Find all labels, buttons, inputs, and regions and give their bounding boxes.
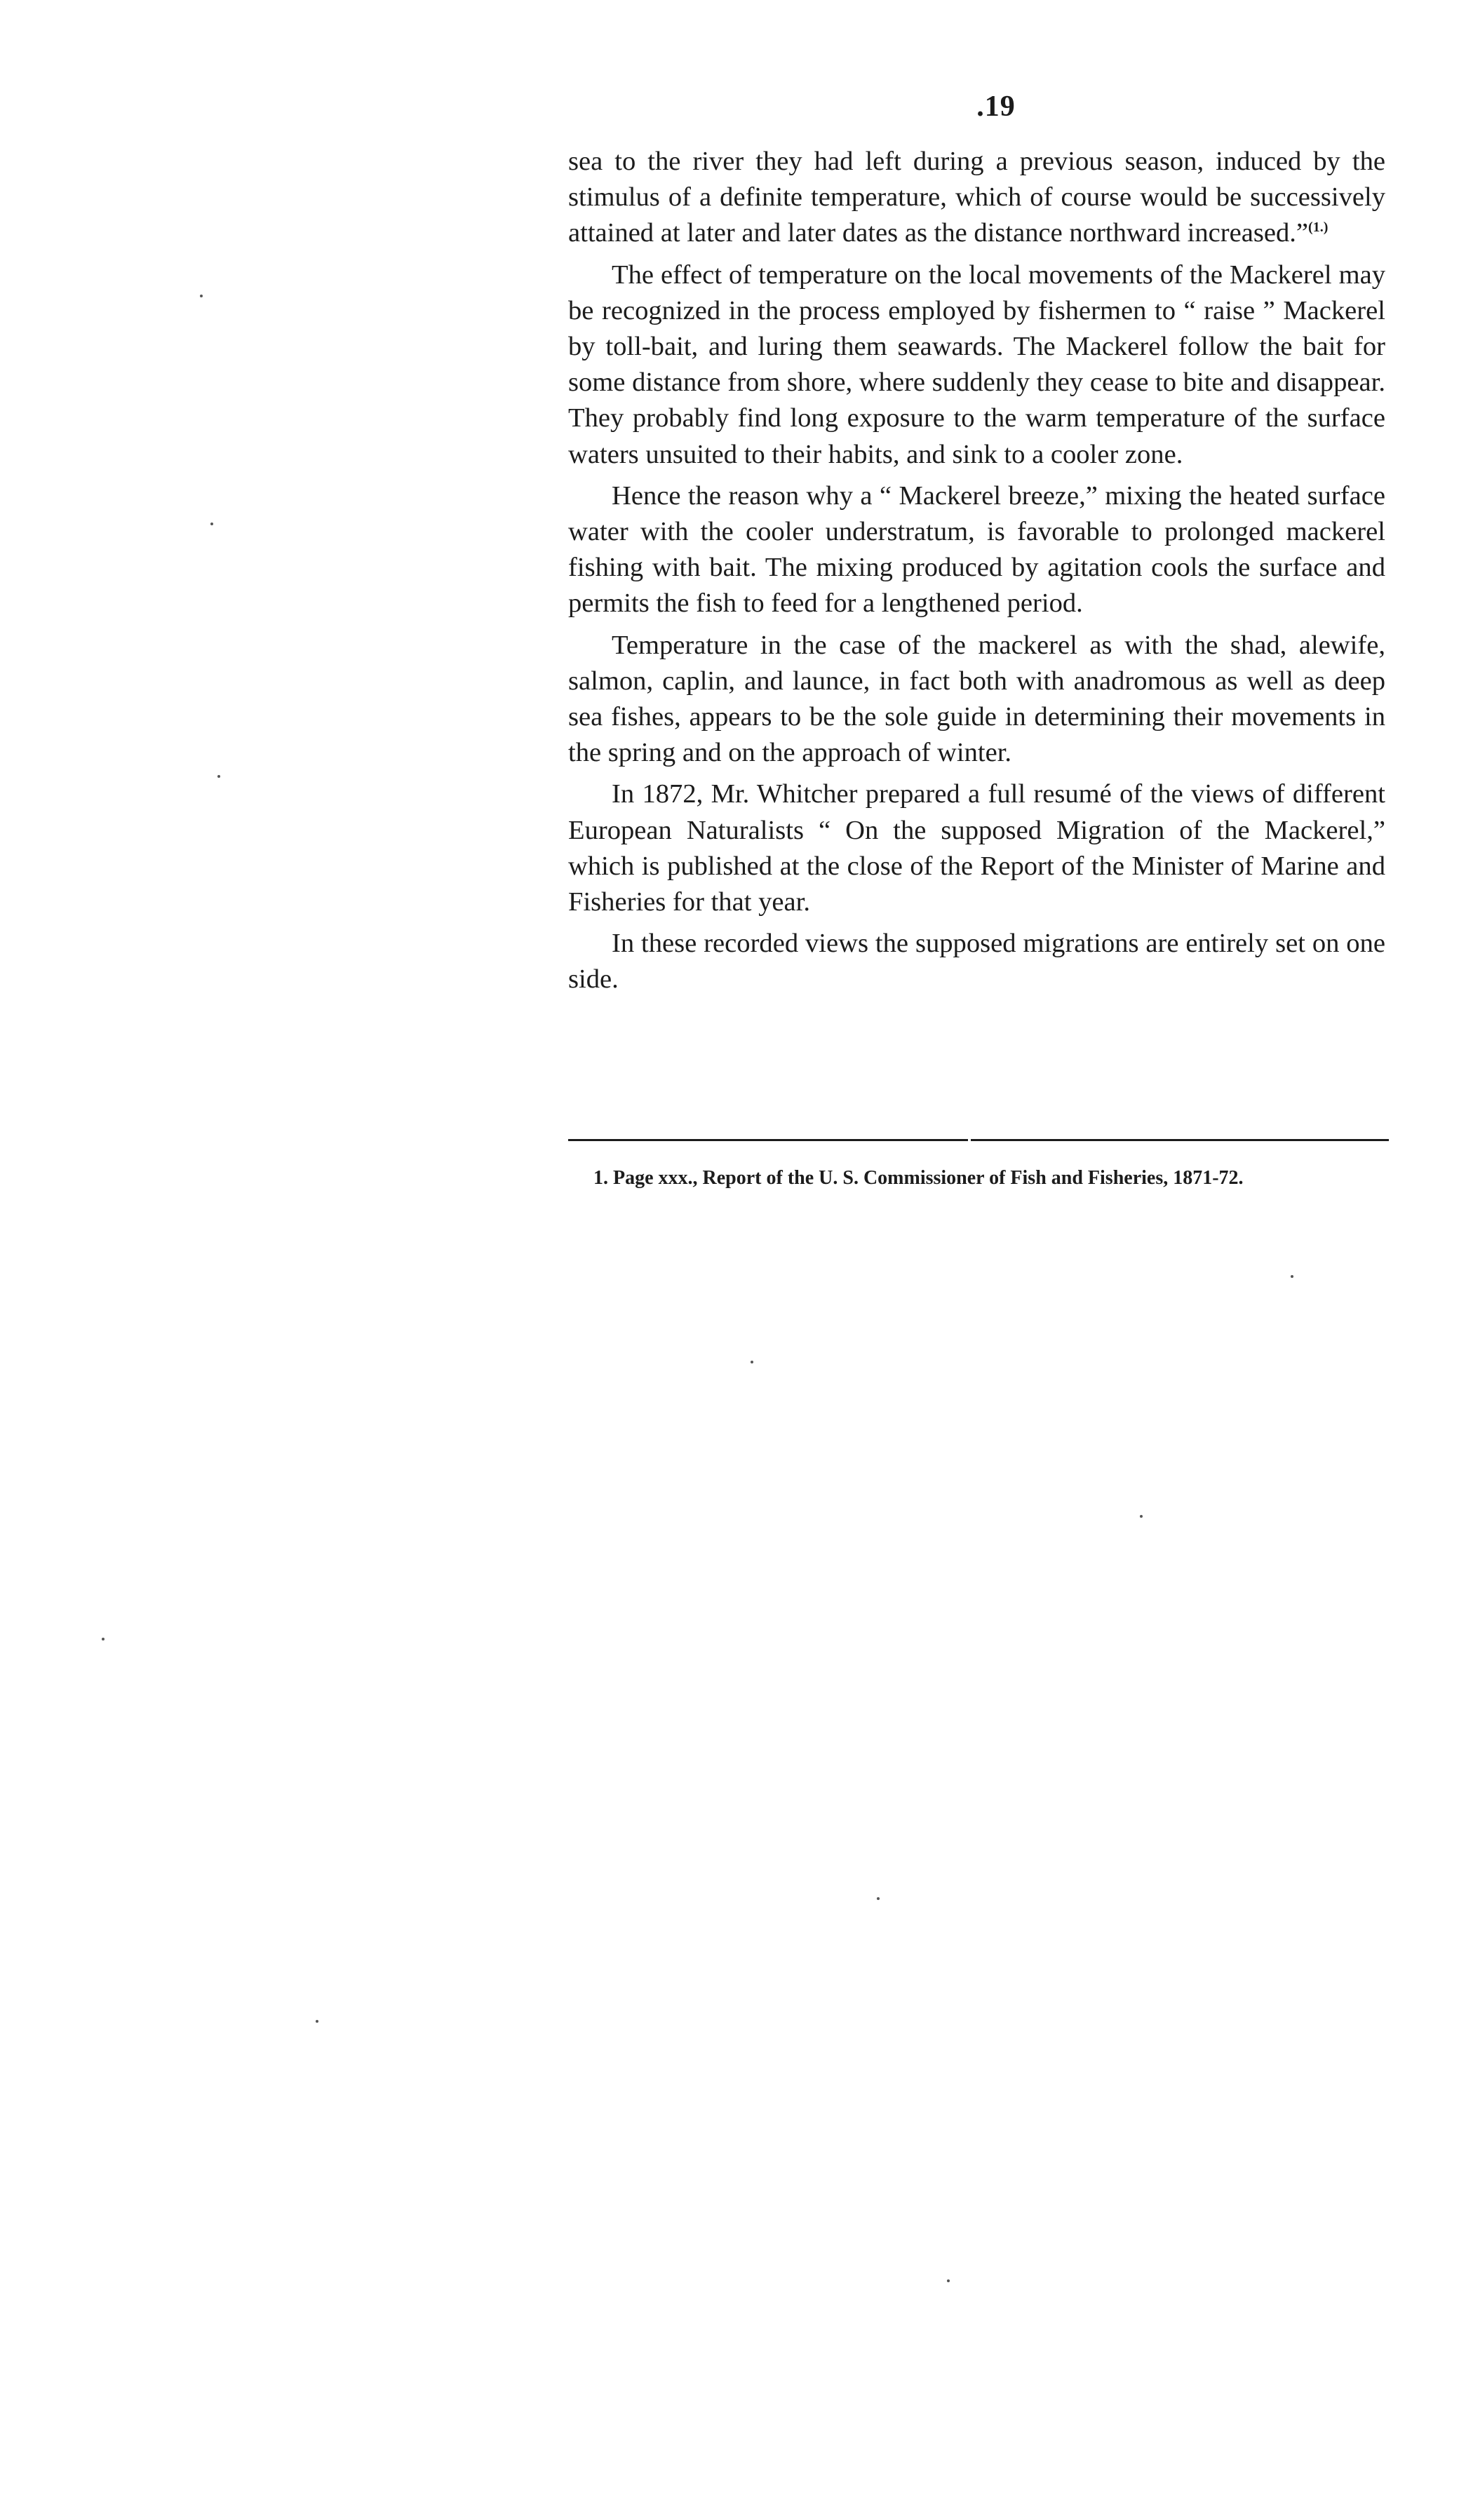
footnote-text: Page xxx., Report of the U. S. Commissioner of Fish and Fisheries, 1871-72. xyxy=(613,1167,1244,1189)
footnote xyxy=(568,1164,1385,1192)
paragraph-5: In 1872, Mr. Whitcher prepared a full resumé of the views of different European Naturalists “ On the supposed Migration of the Mackerel,” which is published at the close of the Report of the Minister of Marine and Fisheries for that year. xyxy=(568,779,1385,917)
footnote-rule xyxy=(568,1139,1389,1142)
scan-speck xyxy=(751,1361,753,1363)
page-number: .19 xyxy=(976,90,1016,123)
paragraph-3: Hence the reason why a “ Mackerel breeze,” mixing the heated surface water with the cooler understratum, is favorable to prolonged mackerel fishing with bait. The mixing produced by agitation cools the surface and permits the fish to feed for a lengthened period. xyxy=(568,480,1385,619)
body-text xyxy=(568,144,1385,1004)
footnote-reference: (1.) xyxy=(1308,220,1329,236)
scan-speck xyxy=(1140,1515,1143,1518)
footnote-rule-right xyxy=(971,1139,1389,1141)
scan-speck xyxy=(200,295,203,297)
scan-speck xyxy=(210,523,213,525)
scan-speck xyxy=(102,1638,105,1640)
paragraph-1 xyxy=(568,144,1385,252)
scan-speck xyxy=(877,1897,880,1900)
paragraph-4: Temperature in the case of the mackerel as with the shad, alewife, salmon, caplin, and launce, in fact both with anadromous as well as deep sea fishes, appears to be the sole guide in determining their movements in the spring and on the approach of winter. xyxy=(568,630,1385,768)
paragraph-2: The effect of temperature on the local movements of the Mackerel may be recognized in the process employed by fishermen to “ raise ” Mackerel by toll-bait, and luring them seawards. The Mackerel follow the bait for some distance from shore, where suddenly they cease to bite and disappear. They probably find long exposure to the warm temperature of the surface waters unsuited to their habits, and sink to a cooler zone. xyxy=(568,260,1385,469)
scan-speck xyxy=(316,2020,318,2023)
footnote-rule-left xyxy=(568,1139,968,1141)
paragraph-1-text: sea to the river they had left during a previous season, induced by the stimulus of a definite temperature, which of course would be successively attained at later and later dates as the distance northward increased.” xyxy=(568,147,1385,248)
scan-speck xyxy=(217,775,220,778)
scan-speck xyxy=(1291,1275,1293,1278)
paragraph-6: In these recorded views the supposed migrations are entirely set on one side. xyxy=(568,929,1385,995)
footnote-number: 1. xyxy=(593,1167,608,1189)
scan-speck xyxy=(947,2279,950,2282)
